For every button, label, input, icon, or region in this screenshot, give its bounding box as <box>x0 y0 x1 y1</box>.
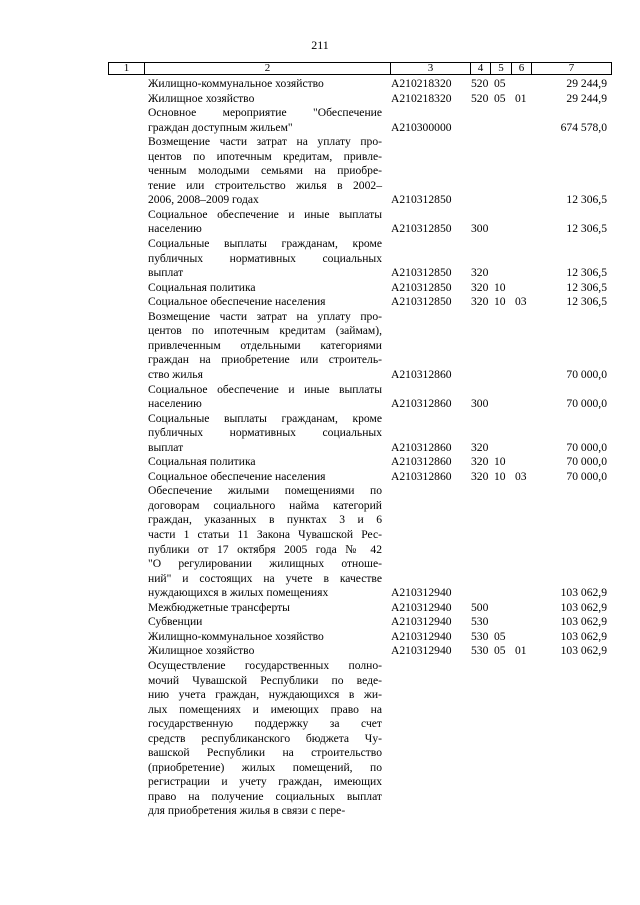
row-code: А210312850 <box>391 295 452 309</box>
table-row <box>0 208 640 237</box>
row-name-line: части 1 статьи 11 Закона Чувашской Рес- <box>148 528 382 542</box>
row-section: 530 <box>471 615 489 629</box>
row-name-line: Субвенции <box>148 615 203 629</box>
row-type: 03 <box>515 295 527 309</box>
row-name-line: Обеспечение жилыми помещениями по <box>148 484 382 498</box>
table-row <box>0 237 640 281</box>
row-name-line: населению <box>148 397 202 411</box>
row-name-line: привлеченным отдельными категориями <box>148 338 382 352</box>
row-subsection: 05 <box>494 644 506 658</box>
table-row <box>0 659 640 819</box>
row-name <box>148 208 382 237</box>
row-amount: 12 306,5 <box>566 222 607 236</box>
row-amount: 12 306,5 <box>566 193 607 207</box>
row-code: А210312860 <box>391 397 452 411</box>
row-name-line: регистрации и учету граждан, имеющих <box>148 775 382 789</box>
row-amount: 29 244,9 <box>566 77 607 90</box>
row-name <box>148 659 382 819</box>
row-amount: 674 578,0 <box>560 120 607 134</box>
table-row <box>0 644 640 659</box>
row-section: 320 <box>471 295 489 309</box>
row-type: 03 <box>515 469 527 483</box>
row-name-line: выплат <box>148 440 184 454</box>
row-name <box>148 630 382 645</box>
row-subsection: 10 <box>494 469 506 483</box>
row-name-line: Осуществление государственных полно- <box>148 659 382 672</box>
table-row <box>0 77 640 92</box>
table-row <box>0 630 640 645</box>
row-name-line: лых помещениях и имеющих право на <box>148 702 382 716</box>
row-name <box>148 106 382 135</box>
row-name <box>148 615 382 630</box>
row-name-line: центов по ипотечным кредитам, привле- <box>148 149 382 163</box>
row-name-line: Жилищное хозяйство <box>148 91 255 105</box>
row-section: 530 <box>471 629 489 643</box>
row-code: А210312860 <box>391 367 452 381</box>
row-name-line: для приобретения жилья в связи с пере- <box>148 804 346 818</box>
row-name-line: договорам социального найма категорий <box>148 498 382 512</box>
row-name-line: вашской Республики на строительство <box>148 746 382 760</box>
row-name-line: выплат <box>148 266 184 280</box>
row-name-line: ченным молодыми семьями на приобре- <box>148 164 382 178</box>
row-type: 01 <box>515 644 527 658</box>
row-name <box>148 383 382 412</box>
row-subsection: 10 <box>494 295 506 309</box>
row-name-line: нию учета граждан, нуждающихся в жи- <box>148 688 382 702</box>
row-name <box>148 455 382 470</box>
row-name-line: Социальное обеспечение и иные выплаты <box>148 207 382 221</box>
row-amount: 103 062,9 <box>560 629 607 643</box>
row-amount: 70 000,0 <box>566 397 607 411</box>
row-code: А210312940 <box>391 615 452 629</box>
table-row <box>0 295 640 310</box>
row-name-line: публичных нормативных социальных <box>148 426 382 440</box>
row-section: 320 <box>471 280 489 294</box>
header-col-5: 5 <box>491 63 512 74</box>
row-name-line: населению <box>148 222 202 236</box>
row-code: А210312940 <box>391 629 452 643</box>
row-name-line: нуждающихся в жилых помещениях <box>148 586 329 600</box>
row-name <box>148 601 382 616</box>
table-row <box>0 281 640 296</box>
row-code: А210312850 <box>391 222 452 236</box>
row-name-line: граждан на приобретение или строитель- <box>148 353 382 367</box>
row-section: 530 <box>471 644 489 658</box>
table-row <box>0 135 640 208</box>
table-row <box>0 310 640 383</box>
row-name-line: граждан доступным жильем" <box>148 120 293 134</box>
row-name-line: Жилищно-коммунальное хозяйство <box>148 629 324 643</box>
row-name-line: государственную поддержку за счет <box>148 717 382 731</box>
header-col-7: 7 <box>568 62 575 74</box>
row-name-line: Жилищное хозяйство <box>148 644 255 658</box>
row-name-line: Социальные выплаты гражданам, кроме <box>148 237 382 251</box>
row-name <box>148 644 382 659</box>
row-name <box>148 237 382 281</box>
row-subsection: 05 <box>494 629 506 643</box>
row-section: 320 <box>471 266 489 280</box>
row-amount: 70 000,0 <box>566 469 607 483</box>
table-row <box>0 412 640 456</box>
table-row <box>0 455 640 470</box>
row-name <box>148 281 382 296</box>
row-code: А210312940 <box>391 644 452 658</box>
header-col-3: 3 <box>391 63 471 74</box>
header-col-4: 4 <box>471 63 491 74</box>
row-code: А210312860 <box>391 440 452 454</box>
row-code: А210312860 <box>391 455 452 469</box>
row-name-line: 2006, 2008–2009 годах <box>148 193 259 207</box>
header-col-2: 2 <box>145 63 391 74</box>
row-name-line: "О регулировании жилищных отноше- <box>148 557 382 571</box>
row-name-line: ство жилья <box>148 367 203 381</box>
row-amount: 12 306,5 <box>566 295 607 309</box>
row-name <box>148 484 382 600</box>
header-col-1: 1 <box>109 63 145 74</box>
row-name-line: право на получение социальных выплат <box>148 789 382 803</box>
row-name-line: мочий Чувашской Республики по веде- <box>148 673 382 687</box>
row-section: 320 <box>471 440 489 454</box>
row-code: А210218320 <box>391 77 452 90</box>
row-type: 01 <box>515 91 527 105</box>
row-name-line: Социальная политика <box>148 455 256 469</box>
row-code: А210218320 <box>391 91 452 105</box>
row-amount: 70 000,0 <box>566 367 607 381</box>
row-section: 500 <box>471 600 489 614</box>
row-code: А210312850 <box>391 266 452 280</box>
row-name <box>148 412 382 456</box>
row-name-line: Межбюджетные трансферты <box>148 600 290 614</box>
row-name-line: Социальные выплаты гражданам, кроме <box>148 411 382 425</box>
table-row <box>0 106 640 135</box>
row-amount: 12 306,5 <box>566 280 607 294</box>
table-row <box>0 615 640 630</box>
row-name-line: Социальное обеспечение и иные выплаты <box>148 382 382 396</box>
table-header <box>108 62 612 75</box>
header-col-6: 6 <box>512 63 532 74</box>
row-amount: 29 244,9 <box>566 91 607 105</box>
page-number: 211 <box>311 38 329 52</box>
row-name <box>148 92 382 107</box>
row-section: 320 <box>471 469 489 483</box>
row-name-line: тение или строительство жилья в 2002– <box>148 178 382 192</box>
row-amount: 103 062,9 <box>560 615 607 629</box>
row-code: А210300000 <box>391 120 452 134</box>
row-name-line: Жилищно-коммунальное хозяйство <box>148 77 324 90</box>
row-name-line: Возмещение части затрат на уплату про- <box>148 309 382 323</box>
row-subsection: 10 <box>494 280 506 294</box>
row-name-line: ний" и состоящих на учете в качестве <box>148 571 382 585</box>
row-name <box>148 135 382 208</box>
table-row <box>0 484 640 600</box>
row-name-line: центов по ипотечным кредитам (займам), <box>148 324 382 338</box>
row-code: А210312860 <box>391 469 452 483</box>
row-amount: 12 306,5 <box>566 266 607 280</box>
row-name-line: средств республиканского бюджета Чу- <box>148 731 382 745</box>
row-subsection: 10 <box>494 455 506 469</box>
row-code: А210312850 <box>391 193 452 207</box>
row-name <box>148 470 382 485</box>
row-name-line: публичных нормативных социальных <box>148 251 382 265</box>
table-row <box>0 92 640 107</box>
row-code: А210312850 <box>391 280 452 294</box>
row-name <box>148 310 382 383</box>
row-code: А210312940 <box>391 586 452 600</box>
row-code: А210312940 <box>391 600 452 614</box>
row-subsection: 05 <box>494 77 506 90</box>
row-name-line: граждан, указанных в пунктах 3 и 6 <box>148 513 382 527</box>
table-row <box>0 601 640 616</box>
row-section: 520 <box>471 91 489 105</box>
row-name <box>148 295 382 310</box>
row-name <box>148 77 382 92</box>
row-name-line: Социальная политика <box>148 280 256 294</box>
row-name-line: Социальное обеспечение населения <box>148 469 326 483</box>
row-name-line: Социальное обеспечение населения <box>148 295 326 309</box>
table-row <box>0 383 640 412</box>
row-amount: 103 062,9 <box>560 644 607 658</box>
row-section: 300 <box>471 397 489 411</box>
row-amount: 70 000,0 <box>566 440 607 454</box>
row-section: 300 <box>471 222 489 236</box>
row-name-line: публики от 17 октября 2005 года № 42 <box>148 542 382 556</box>
row-section: 320 <box>471 455 489 469</box>
table-row <box>0 470 640 485</box>
row-section: 520 <box>471 77 489 90</box>
row-name-line: (приобретение) жилых помещений, по <box>148 760 382 774</box>
row-name-line: Основное мероприятие "Обеспечение <box>148 106 382 120</box>
row-subsection: 05 <box>494 91 506 105</box>
row-name-line: Возмещение части затрат на уплату про- <box>148 135 382 149</box>
row-amount: 103 062,9 <box>560 600 607 614</box>
row-amount: 103 062,9 <box>560 586 607 600</box>
row-amount: 70 000,0 <box>566 455 607 469</box>
